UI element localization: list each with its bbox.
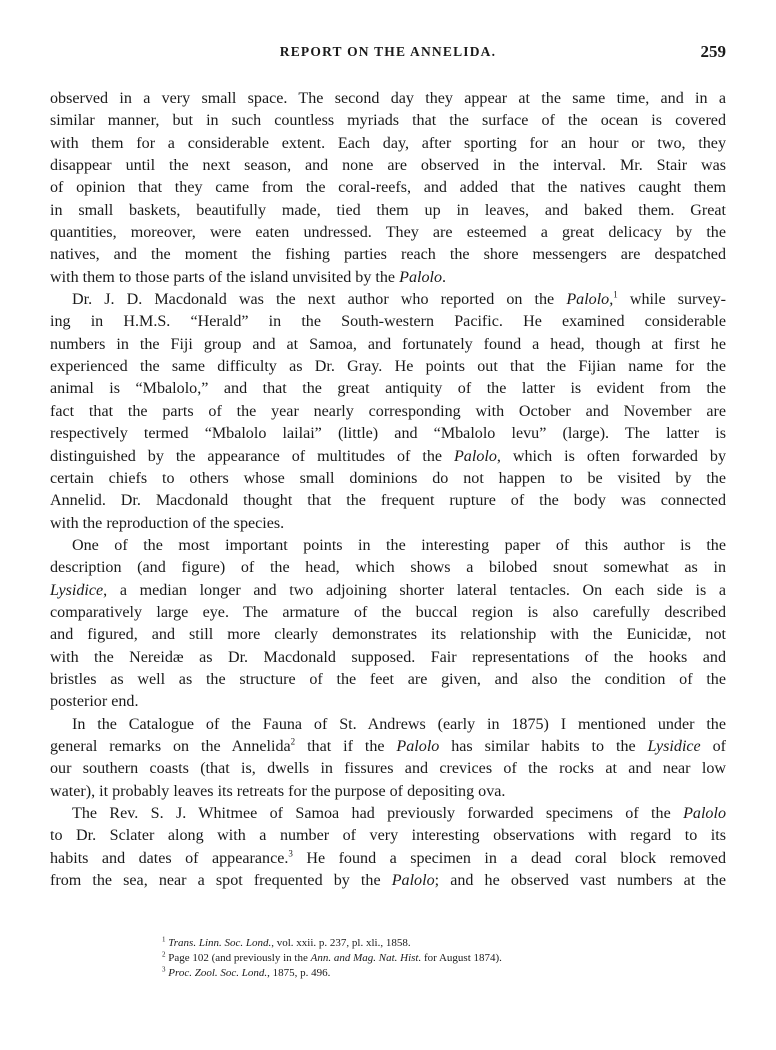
text-line: comparatively large eye. The armature of the buccal region is also carefully described — [50, 603, 726, 621]
text-line: Dr. J. D. Macdonald was the next author who reported on the Palolo,$^1$ while survey- — [72, 289, 726, 309]
text-line: with the Nereidæ as Dr. Macdonald supposed. Fair representations of the hooks and — [50, 648, 726, 666]
text-line: our southern coasts (that is, dwells in fissures and crevices of the rocks at and near low — [50, 760, 726, 778]
page-header — [50, 42, 726, 66]
text-line: Annelid. Dr. Macdonald thought that the frequent rupture of the body was connected — [50, 492, 726, 510]
text-line: quantities, moreover, were eaten undressed. They are esteemed a great delicacy by the — [50, 224, 726, 242]
text-line: observed in a very small space. The second day they appear at the same time, and in a — [50, 90, 726, 107]
text-line: and figured, and still more clearly demonstrates its relationship with the Eunicidæ, not — [50, 626, 726, 644]
paragraph-2 — [50, 289, 726, 535]
paragraph-3 — [50, 535, 726, 714]
text-line: with them for a considerable extent. Each day, after sporting for an hour or two, they — [50, 134, 726, 152]
text-line: similar manner, but in such countless myriads that the surface of the ocean is covered — [50, 112, 726, 130]
text-line: fact that the parts of the year nearly corresponding with October and November are — [50, 402, 726, 420]
footnote-text: Page 102 (and previously in the Ann. and Mag. Nat. Hist. for August 1874). — [168, 952, 502, 964]
text-line: water), it probably leaves its retreats for the purpose of depositing ova. — [50, 782, 506, 800]
text-line: habits and dates of appearance.$^3$ He found a specimen in a dead coral block removed — [50, 848, 726, 867]
text-line: posterior end. — [50, 693, 139, 711]
text-line: ing in H.M.S. “Herald” in the South-western Pacific. He examined considerable — [50, 313, 726, 331]
text-line: Lysidice, a median longer and two adjoining shorter lateral tentacles. On each side is a — [50, 581, 726, 599]
text-line: One of the most important points in the interesting paper of this author is the — [72, 536, 726, 554]
text-line: bristles as well as the structure of the feet are given, and also the condition of the — [50, 670, 726, 688]
footnote-mark: 1 — [162, 935, 166, 944]
footnote-mark: 2 — [162, 950, 166, 959]
text-line: of opinion that they came from the coral-reefs, and added that the natives caught them — [50, 179, 726, 197]
text-line: with the reproduction of the species. — [50, 514, 285, 532]
text-line: general remarks on the Annelida$^2$ that if the Palolo has similar habits to the Lysidice of — [50, 736, 727, 755]
text-line: with them to those parts of the island unvisited by the Palolo. — [50, 268, 447, 286]
text-line: In the Catalogue of the Fauna of St. Andrews (early in 1875) I mentioned under the — [72, 715, 726, 733]
footnote-3 — [162, 966, 722, 981]
body-text — [50, 88, 726, 892]
footnote-text: Proc. Zool. Soc. Lond., 1875, p. 496. — [168, 967, 331, 979]
text-line: disappear until the next season, and none are observed in the interval. Mr. Stair was — [50, 157, 726, 175]
text-line: animal is “Mbalolo,” and that the great antiquity of the latter is evident from the — [50, 380, 726, 398]
footnote-text: Trans. Linn. Soc. Lond., vol. xxii. p. 237, pl. xli., 1858. — [168, 937, 411, 949]
page-number: 259 — [700, 42, 726, 61]
paragraph-5 — [50, 803, 726, 892]
text-line: numbers in the Fiji group and at Samoa, and fortunately found a head, though at first he — [50, 335, 726, 353]
text-line: certain chiefs to others whose small dominions do not happen to be visited by the — [50, 469, 726, 487]
paragraph-4 — [50, 714, 726, 803]
text-line: to Dr. Sclater along with a number of very interesting observations with regard to its — [50, 827, 726, 845]
text-line: distinguished by the appearance of multitudes of the Palolo, which is often forwarded by — [50, 447, 727, 465]
text-line: The Rev. S. J. Whitmee of Samoa had previously forwarded specimens of the Palolo — [72, 805, 726, 822]
footnotes — [162, 936, 722, 981]
running-title: REPORT ON THE ANNELIDA. — [279, 44, 497, 59]
text-line: description (and figure) of the head, which shows a bilobed snout somewhat as in — [50, 559, 726, 577]
paragraph-1 — [50, 88, 726, 289]
text-line: respectively termed “Mbalolo lailai” (little) and “Mbalolo levu” (large). The latter is — [50, 425, 726, 443]
text-line: experienced the same difficulty as Dr. Gray. He points out that the Fijian name for the — [50, 358, 726, 376]
footnote-1 — [162, 936, 722, 951]
text-line: natives, and the moment the fishing parties reach the shore messengers are despatched — [50, 246, 726, 264]
footnote-2 — [162, 951, 722, 966]
footnote-mark: 3 — [162, 965, 166, 974]
text-line: in small baskets, beautifully made, tied them up in leaves, and baked them. Great — [50, 201, 726, 219]
text-line: from the sea, near a spot frequented by the Palolo; and he observed vast numbers at the — [50, 872, 726, 890]
